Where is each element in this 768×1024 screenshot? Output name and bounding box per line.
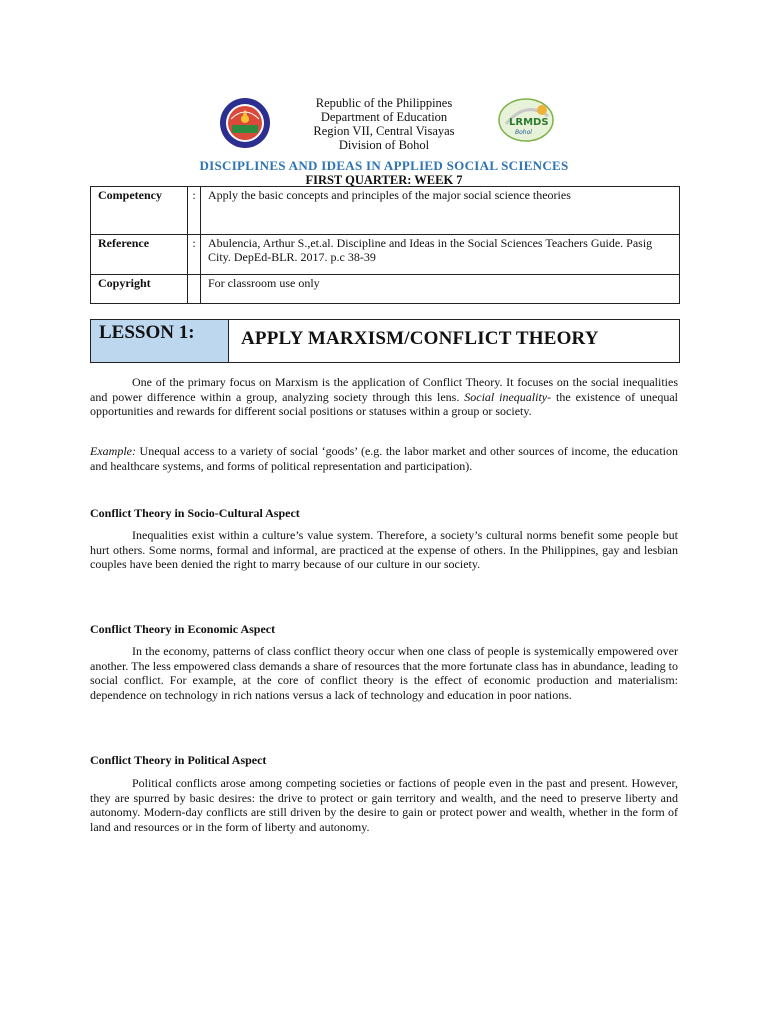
intro-definition: - the existence of unequal opportunities and rewards for different social positions or statuses within a group or society. — [90, 389, 679, 419]
section-body-text: In the economy, patterns of class conflict theory occur when one class of people is systemically empowered over another. The less empowered class demands a share of resources that the more fortunate class has in abundance, leading to social conflict. For example, at the core of conflict theory is the effect of economic production and materialism: dependence on technology in rich nations versus a lack of technology and education in poor nations. — [90, 644, 678, 702]
info-table — [90, 186, 680, 304]
quarter-title: FIRST QUARTER: WEEK 7 — [305, 173, 463, 187]
colon: : — [188, 235, 201, 275]
lesson-title: APPLY MARXISM/CONFLICT THEORY — [241, 328, 599, 349]
table-row-competency — [91, 187, 680, 235]
header-line-region: Region VII, Central Visayas — [313, 124, 455, 138]
lesson-banner — [90, 319, 680, 363]
section-body-economic — [90, 644, 678, 702]
section-heading-political: Conflict Theory in Political Aspect — [90, 753, 267, 767]
document-header — [0, 96, 768, 152]
subject-title: DISCIPLINES AND IDEAS IN APPLIED SOCIAL SCIENCES — [199, 158, 569, 173]
lesson-number: LESSON 1: — [91, 320, 229, 362]
table-row-reference — [91, 235, 680, 275]
competency-label: Competency — [91, 187, 188, 235]
header-line-republic: Republic of the Philippines — [315, 96, 453, 110]
colon-empty — [188, 275, 201, 304]
competency-value: Apply the basic concepts and principles of the major social science theories — [201, 187, 680, 235]
example-label: Example: — [90, 444, 136, 458]
section-heading-economic: Conflict Theory in Economic Aspect — [90, 622, 276, 636]
reference-value: Abulencia, Arthur S.,et.al. Discipline and Ideas in the Social Sciences Teachers Guide. Pasig City. DepEd-BLR. 2017. p.c 38-39 — [201, 235, 680, 275]
example-text: Unequal access to a variety of social ‘goods’ (e.g. the labor market and other sources of income, the education and healthcare systems, and forms of political representation and participation). — [90, 444, 679, 473]
reference-label: Reference — [91, 235, 188, 275]
section-body-text: Political conflicts arose among competing societies or factions of people even in the past and present. However, they are spurred by basic desires: the drive to protect or gain territory and wealth, and the need to preserve liberty and autonomy. Modern-day conflicts are still driven by the desire to gain or protect power and wealth, whether in the form of land and resources or in the form of liberty and autonomy. — [90, 776, 678, 834]
example-paragraph — [90, 444, 678, 473]
social-inequality-term: Social inequality — [464, 389, 548, 404]
section-body-political — [90, 776, 678, 834]
lrmds-logo-text: LRMDS — [509, 117, 549, 128]
copyright-value: For classroom use only — [201, 275, 680, 304]
header-line-department: Department of Education — [320, 110, 448, 124]
copyright-label: Copyright — [91, 275, 188, 304]
header-line-division: Division of Bohol — [338, 138, 430, 152]
table-row-copyright — [91, 275, 680, 304]
section-heading-socio-cultural: Conflict Theory in Socio-Cultural Aspect — [90, 506, 300, 520]
colon: : — [188, 187, 201, 235]
intro-paragraph — [90, 375, 678, 419]
lrmds-logo-sub: Bohol — [515, 129, 532, 136]
section-body-text: Inequalities exist within a culture’s value system. Therefore, a society’s cultural norms benefit some people but hurt others. Some norms, formal and informal, are practiced at the expense of others. In the Philippines, gay and lesbian couples have been denied the right to marry because of our culture in our society. — [90, 528, 678, 572]
section-body-socio-cultural — [90, 528, 678, 572]
intro-text: One of the primary focus on Marxism is the application of Conflict Theory. It focuses on the social inequalities and power difference within a group, analyzing society through this lens. — [90, 375, 678, 404]
